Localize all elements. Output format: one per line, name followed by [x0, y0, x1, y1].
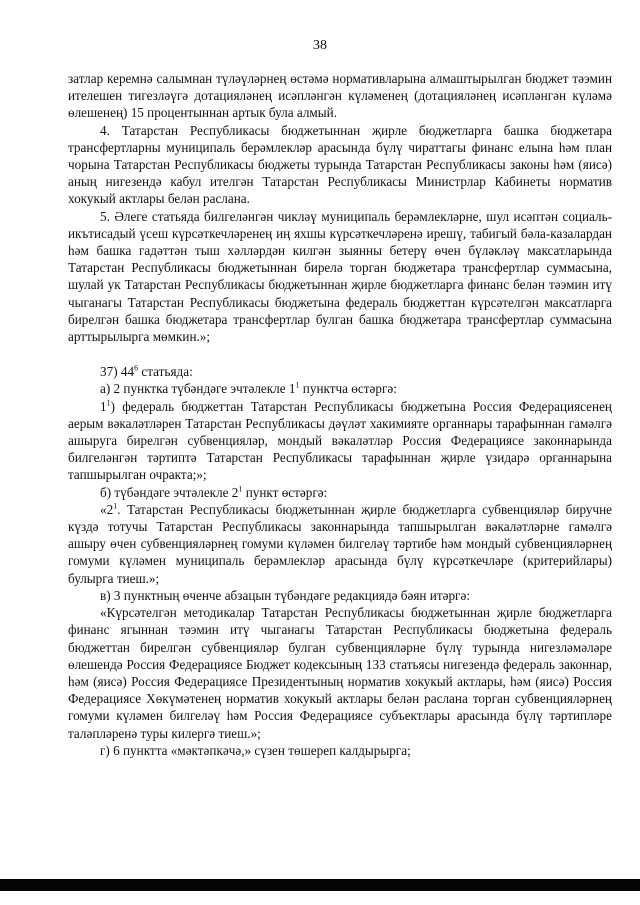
paragraph: [68, 363, 612, 380]
document-body: [68, 70, 612, 759]
paragraph-text-continued: . Татарстан Республикасы бюджетыннан җирле бюджетларга субвенцияләр биручне күздә тотучы Татарстан Республикасы законнарында тапшырылган вәкаләтләрне гамәлгә ашыру өчен субвенцияләрнең гомуми күләмен билгеләү тәртибе һәм мондый субвенцияләрнең гомуми күләмен муниципаль берәмлекләр арасында бүлү күрсәткечләре (критерийлары) булырга тиеш.»;: [68, 501, 612, 586]
superscript: 1: [106, 398, 111, 408]
page-number: 38: [313, 38, 327, 53]
paragraph-text: «2: [100, 501, 114, 517]
paragraph: [68, 380, 612, 397]
paragraph-text-continued: пунктча өстәргә:: [299, 381, 397, 397]
paragraph: [68, 208, 612, 346]
paragraph-text: 5. Әлеге статьяда билгеләнгән чикләү муниципаль берәмлекләрне, шул исәптән социаль-икътисадый үсеш күрсәткечләренең иң яхшы күрсәткечләренә ирешү, табигый бәла-казалардан һәм башка гадәттән тыш хәлләрдән килгән зыянны бетерү өчен бүләкләү максатларында Татарстан Республикасы бюджетыннан бирелә торган бюджетара трансфертлар суммасына, шулай ук Татарстан Республикасы бюджетыннан җирле бюджетларга финанс белән тәэмин итү чыганагы Татарстан Республикасы бюджетына федераль бюджеттан күрсәтелгән максатларга бирелгән башка бюджетара трансфертлар булган башка бюджетара трансфертлар суммасына арттырылырга мөмкин.»;: [68, 208, 612, 345]
paragraph: [68, 742, 612, 759]
paragraph-text: затлар керемнә салымнан түләүләрнең өстәмә нормативларына алмаштырылган бюджет тәэмин ителешен тигезләүгә дотацияләнең исәпләнгән күләменең (дотацияләнең исәпләнгән күләмә өлешенең) 15 процентыннан артык була алмый.: [68, 71, 612, 121]
superscript: 6: [134, 363, 139, 373]
paragraph-text: а) 2 пунктка түбәндәге эчтәлекле 1: [100, 381, 296, 397]
paragraph: [68, 398, 612, 484]
superscript: 1: [113, 501, 118, 511]
paragraph: [68, 587, 612, 604]
paragraph: [68, 604, 612, 742]
superscript: 1: [295, 381, 300, 391]
paragraph-text: 4. Татарстан Республикасы бюджетыннан җирле бюджетларга башка бюджетара трансфертларны муниципаль берәмлекләр арасында бүлү чираттагы финанс елына һәм план чорына Татарстан Республикасы бюджеты турында Татарстан Республикасы законы һәм (яисә) аның нигезендә кабул ителгән Татарстан Республикасы Министрлар Кабинеты норматив хокукый актлары белән раслана.: [68, 122, 612, 207]
paragraph-text-continued: пункт өстәргә:: [242, 484, 328, 500]
scan-edge-bar: [0, 879, 640, 891]
paragraph-text: в) 3 пунктның өченче абзацын түбәндәге редакциядә бәян итәргә:: [100, 587, 470, 603]
paragraph: [68, 70, 612, 122]
paragraph-text-continued: статьяда:: [138, 364, 193, 380]
paragraph-text: 1: [100, 398, 107, 414]
paragraph-text: «Күрсәтелгән методикалар Татарстан Республикасы бюджетыннан җирле бюджетларга финанс ягыннан тәэмин итү чыганагы Татарстан Республикасы бюджетына федераль бюджеттан бирелгән субвенцияләр булган субвенцияләрне бүлү турында нигезләмәләре өлешендә Россия Федерациясе Бюджет кодексының 133 статьясы нигезендә федераль законнар, һәм (яисә) Россия Федерациясе Президентының норматив хокукый актлары, һәм (яисә) Россия Федерациясе Хөкүмәтенең норматив хокукый актлары белән раслана торган субвенцияләрнең гомуми күләмен билгеләү һәм Россия Федерациясе субъектлары арасында бүлү тәртипләре таләпләренә туры килергә тиеш.»;: [68, 605, 612, 741]
paragraph-text: г) 6 пунктта «мәктәпкәчә,» сүзен төшереп калдырырга;: [100, 742, 411, 758]
paragraph: [68, 122, 612, 208]
paragraph-gap: [68, 345, 612, 363]
paragraph: [68, 484, 612, 501]
paragraph-text: б) түбәндәге эчтәлекле 2: [100, 484, 239, 500]
superscript: 1: [238, 484, 243, 494]
paragraph-text: 37) 44: [100, 364, 135, 380]
paragraph: [68, 501, 612, 587]
paragraph-text-continued: ) федераль бюджеттан Татарстан Республикасы бюджетына Россия Федерациясенең аерым вәкаләтләрен Татарстан Республикасы дәүләт хакимияте органнары тарафыннан гамәлгә ашыруга бирелгән субвенцияләр, мондый вәкаләтләр Россия Федерациясе законнарында билгеләнгән тәртиптә Татарстан Республикасы тарафыннан җирле үзидарә органнарына тапшырылган очракта;»;: [68, 398, 612, 483]
